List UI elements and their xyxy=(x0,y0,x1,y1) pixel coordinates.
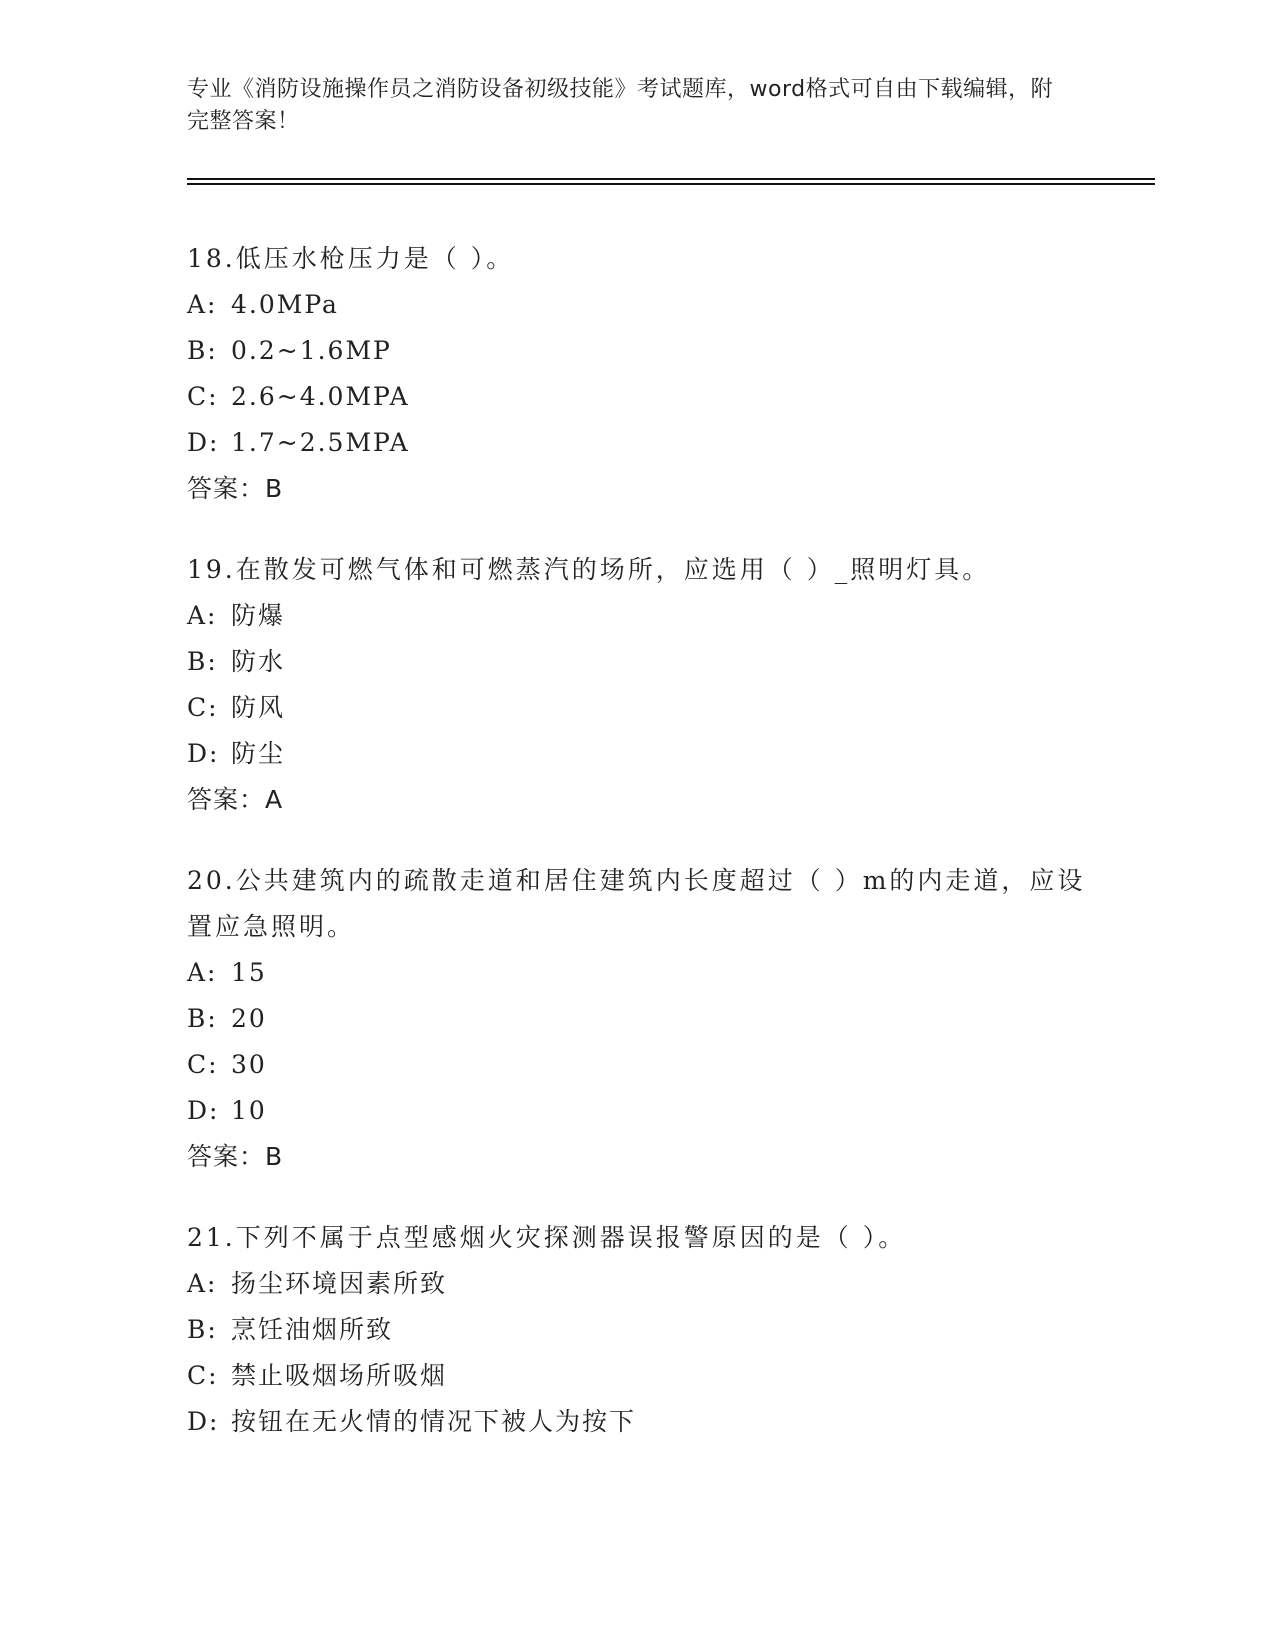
option-text: 20 xyxy=(231,1004,267,1033)
option-letter: B: xyxy=(187,647,218,676)
option-d xyxy=(187,1399,1087,1445)
option-letter: A: xyxy=(187,601,218,630)
option-text: 防爆 xyxy=(231,601,286,630)
option-letter: A: xyxy=(187,290,218,319)
option-a xyxy=(187,950,1087,996)
option-a xyxy=(187,1261,1087,1307)
question-19 xyxy=(187,547,1087,823)
option-letter: C: xyxy=(187,693,219,722)
option-text: 烹饪油烟所致 xyxy=(231,1315,394,1344)
option-text: 2.6~4.0MPA xyxy=(231,382,410,411)
option-letter: C: xyxy=(187,1361,219,1390)
question-stem: 21.下列不属于点型感烟火灾探测器误报警原因的是（ ）。 xyxy=(187,1223,907,1252)
option-text: 防尘 xyxy=(231,739,286,768)
option-letter: A: xyxy=(187,958,218,987)
answer-line: 答案：A xyxy=(187,785,284,814)
option-text: 10 xyxy=(231,1096,267,1125)
option-text: 30 xyxy=(231,1050,267,1079)
option-c xyxy=(187,685,1087,731)
option-text: 4.0MPa xyxy=(231,290,339,319)
question-list xyxy=(187,236,1087,1480)
option-letter: A: xyxy=(187,1269,218,1298)
option-d xyxy=(187,420,1087,466)
option-letter: D: xyxy=(187,739,220,768)
option-letter: B: xyxy=(187,1315,218,1344)
option-text: 按钮在无火情的情况下被人为按下 xyxy=(231,1407,637,1436)
option-text: 扬尘环境因素所致 xyxy=(231,1269,448,1298)
document-header: 专业《消防设施操作员之消防设备初级技能》考试题库，word格式可自由下载编辑，附完整答案！ xyxy=(187,77,1054,134)
option-b xyxy=(187,1307,1087,1353)
question-18 xyxy=(187,236,1087,512)
answer-line: 答案：B xyxy=(187,474,284,503)
option-letter: D: xyxy=(187,428,220,457)
option-text: 15 xyxy=(231,958,267,987)
option-d xyxy=(187,731,1087,777)
question-stem: 20.公共建筑内的疏散走道和居住建筑内长度超过（ ）m的内走道，应设置应急照明。 xyxy=(187,866,1086,941)
answer-line: 答案：B xyxy=(187,1142,284,1171)
option-letter: D: xyxy=(187,1407,220,1436)
option-c xyxy=(187,374,1087,420)
header-rule-bottom xyxy=(187,183,1155,185)
option-c xyxy=(187,1042,1087,1088)
question-20 xyxy=(187,858,1087,1180)
option-letter: B: xyxy=(187,336,218,365)
option-b xyxy=(187,639,1087,685)
option-b xyxy=(187,328,1087,374)
header-rule-top xyxy=(187,178,1155,180)
option-letter: C: xyxy=(187,1050,219,1079)
option-b xyxy=(187,996,1087,1042)
option-letter: C: xyxy=(187,382,219,411)
question-stem: 18.低压水枪压力是（ ）。 xyxy=(187,244,515,273)
option-text: 1.7~2.5MPA xyxy=(231,428,410,457)
option-a xyxy=(187,593,1087,639)
option-text: 0.2~1.6MP xyxy=(231,336,392,365)
option-a xyxy=(187,282,1087,328)
question-21 xyxy=(187,1215,1087,1445)
question-stem: 19.在散发可燃气体和可燃蒸汽的场所，应选用（ ）_照明灯具。 xyxy=(187,555,991,584)
option-text: 防水 xyxy=(231,647,286,676)
option-letter: D: xyxy=(187,1096,220,1125)
option-c xyxy=(187,1353,1087,1399)
option-d xyxy=(187,1088,1087,1134)
option-text: 禁止吸烟场所吸烟 xyxy=(231,1361,448,1390)
option-text: 防风 xyxy=(231,693,286,722)
option-letter: B: xyxy=(187,1004,218,1033)
